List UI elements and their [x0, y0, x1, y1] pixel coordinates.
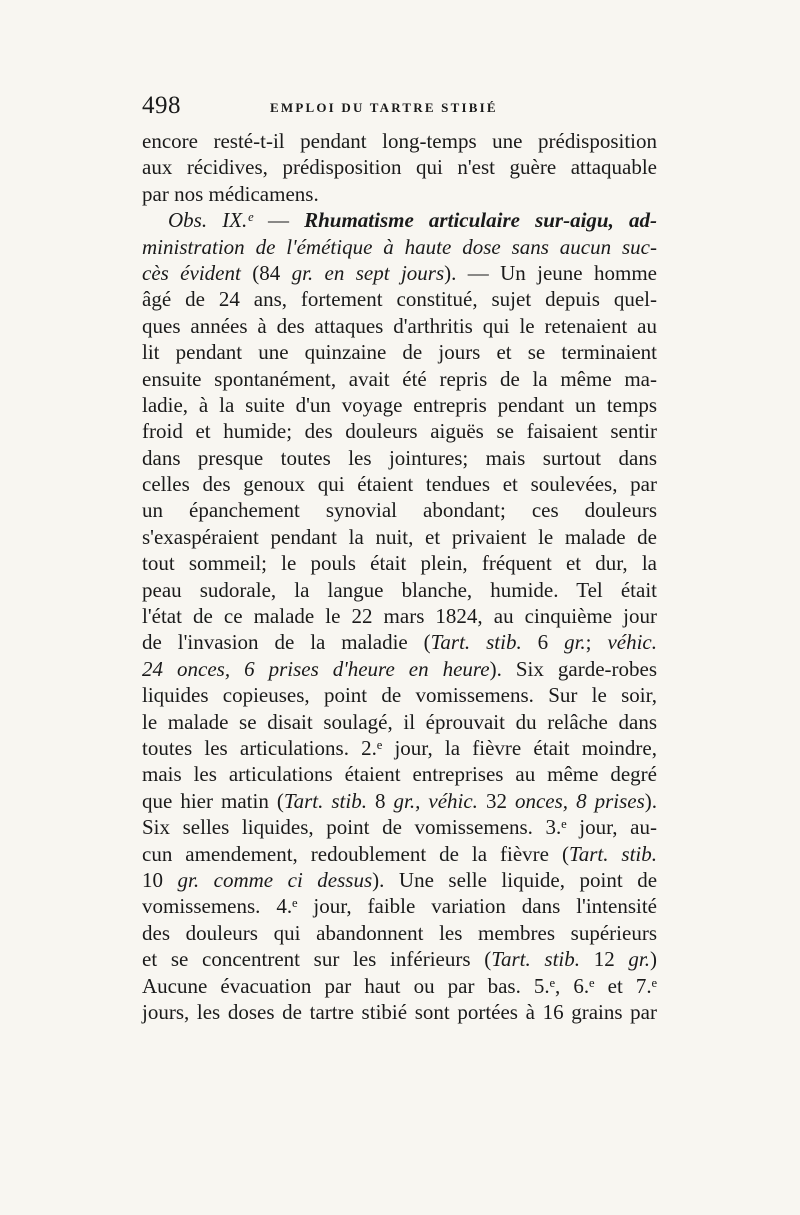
text-line: le malade se disait soulagé, il éprouvait du relâche dans: [142, 709, 657, 734]
text-line: s'exaspéraient pendant la nuit, et privaient le malade de: [142, 524, 657, 549]
dash: —: [252, 208, 305, 233]
text-line: dans presque toutes les jointures; mais surtout dans: [142, 445, 657, 470]
text-line: par nos médicamens.: [142, 181, 319, 206]
text-line: ensuite spontanément, avait été repris de la même ma-: [142, 366, 657, 391]
page-number: 498: [142, 92, 181, 119]
running-title: EMPLOI DU TARTRE STIBIÉ: [270, 100, 498, 115]
text-line: cun amendement, redoublement de la fièvre (Tart. stib.: [142, 841, 658, 866]
body-text: [142, 128, 657, 1025]
text-line: peau sudorale, la langue blanche, humide. Tel était: [142, 577, 657, 602]
text-line: tout sommeil; le pouls était plein, fréquent et dur, la: [142, 551, 657, 576]
text-line: 24 onces, 6 prises d'heure en heure). Six garde-robes: [142, 656, 657, 681]
text-line: l'état de ce malade le 22 mars 1824, au cinquième jour: [142, 604, 657, 629]
text-line: aux récidives, prédisposition qui n'est guère attaquable: [142, 155, 657, 180]
observation-number: Obs. IX.ᵉ: [168, 208, 253, 233]
text-line: ques années à des attaques d'arthritis qui le retenaient au: [142, 313, 657, 338]
text-line: lit pendant une quinzaine de jours et se terminaient: [142, 340, 657, 365]
text-line: de l'invasion de la maladie (Tart. stib. 6 gr.; véhic.: [142, 630, 657, 655]
text-line: toutes les articulations. 2.ᵉ jour, la fièvre était moindre,: [142, 735, 657, 760]
text-line: Six selles liquides, point de vomissemens. 3.ᵉ jour, au-: [142, 815, 657, 840]
text-line: et se concentrent sur les inférieurs (Tart. stib. 12 gr.): [142, 947, 657, 972]
text-line: ladie, à la suite d'un voyage entrepris pendant un temps: [142, 392, 657, 417]
text-line: un épanchement synovial abondant; ces douleurs: [142, 498, 657, 523]
text-line: mais les articulations étaient entreprises au même degré: [142, 762, 657, 787]
text-line: Aucune évacuation par haut ou par bas. 5.ᵉ, 6.ᵉ et 7.ᵉ: [142, 973, 657, 998]
text-line: des douleurs qui abandonnent les membres supérieurs: [142, 920, 657, 945]
text-line: cès évident (84 gr. en sept jours). — Un jeune homme: [142, 260, 657, 285]
observation-heading-line: [142, 207, 657, 233]
text-line: que hier matin (Tart. stib. 8 gr., véhic. 32 onces, 8 prises).: [142, 788, 658, 813]
text-line: froid et humide; des douleurs aiguës se faisaient sentir: [142, 419, 657, 444]
text-line-italic: ministration de l'émétique à haute dose sans aucun suc-: [142, 234, 657, 259]
text-line: vomissemens. 4.ᵉ jour, faible variation dans l'intensité: [142, 894, 657, 919]
text-line: 10 gr. comme ci dessus). Une selle liquide, point de: [142, 867, 658, 892]
text-line: âgé de 24 ans, fortement constitué, sujet depuis quel-: [142, 287, 657, 312]
observation-title: Rhumatisme articulaire sur-aigu, ad-: [304, 208, 657, 233]
text-line: encore resté-t-il pendant long-temps une prédisposition: [142, 129, 657, 153]
text-line: jours, les doses de tartre stibié sont portées à 16 grains par: [142, 999, 657, 1024]
text-line: celles des genoux qui étaient tendues et soulevées, par: [142, 472, 657, 497]
page-header: [142, 92, 657, 120]
text-line: liquides copieuses, point de vomissemens. Sur le soir,: [142, 683, 657, 708]
